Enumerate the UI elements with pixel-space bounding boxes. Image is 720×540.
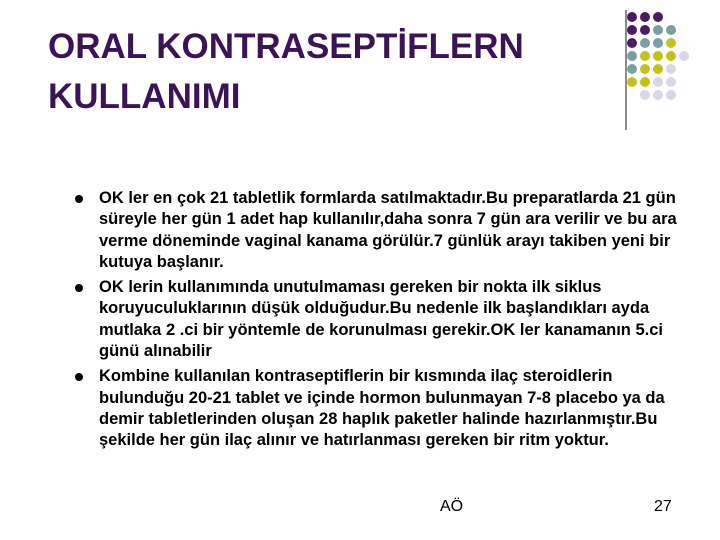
bullet-item xyxy=(74,188,684,273)
decorative-dot xyxy=(653,12,663,22)
bullet-text: Kombine kullanılan kontraseptiflerin bir kısmında ilaç steroidlerin bulunduğu 20-21 tablet ve içinde hormon bulunmayan 7-8 placebo ya da demir tabletlerinden oluşan 28 haplık paketler halinde hazırlanmıştır.Bu şekilde her gün ilaç alınır ve hatırlanması gereken bir ritm yoktur. xyxy=(99,367,665,450)
bullet-text: OK lerin kullanımında unutulmaması gereken bir nokta ilk siklus koruyuculuklarının düşük olduğudur.Bu nedenle ilk başlandıkları ayda mutlaka 2 .ci bir yöntemle de korunulması gerekir.OK ler kanamanın 5.ci günü alınabilir xyxy=(99,278,663,361)
bullet-item xyxy=(74,277,684,362)
decorative-dot xyxy=(627,51,637,61)
decorative-dot xyxy=(640,90,650,100)
bullet-dot-icon xyxy=(75,373,83,381)
decorative-dot xyxy=(627,77,637,87)
decorative-dot xyxy=(653,90,663,100)
decorative-dot xyxy=(666,77,676,87)
decorative-dot xyxy=(666,38,676,48)
footer-author: AÖ xyxy=(440,498,464,515)
bullet-item xyxy=(74,366,684,451)
decorative-dot xyxy=(653,64,663,74)
decorative-divider-line xyxy=(625,10,627,130)
bullet-dot-icon xyxy=(75,284,83,292)
decorative-dot xyxy=(640,38,650,48)
slide-title: ORAL KONTRASEPTİFLERN KULLANIMI xyxy=(48,27,524,116)
decorative-dot xyxy=(627,38,637,48)
bullet-dot-icon xyxy=(75,195,83,203)
decorative-dot-grid xyxy=(0,0,720,140)
decorative-dot xyxy=(679,51,689,61)
decorative-dot xyxy=(627,25,637,35)
decorative-dot xyxy=(666,25,676,35)
decorative-dot xyxy=(666,51,676,61)
decorative-dot xyxy=(627,12,637,22)
decorative-dot xyxy=(640,25,650,35)
page-number: 27 xyxy=(654,498,672,515)
decorative-dot xyxy=(653,77,663,87)
bullet-text: OK ler en çok 21 tabletlik formlarda satılmaktadır.Bu preparatlarda 21 gün süreyle her gün 1 adet hap kullanılır,daha sonra 7 gün ara verilir ve bu ara verme döneminde vaginal kanama görülür.7 günlük arayı takiben yeni bir kutuya başlanır. xyxy=(99,189,677,271)
bullet-list xyxy=(74,188,684,456)
decorative-dot xyxy=(666,90,676,100)
decorative-dot xyxy=(640,51,650,61)
decorative-dot xyxy=(627,64,637,74)
decorative-dot xyxy=(653,38,663,48)
decorative-dot xyxy=(640,64,650,74)
decorative-dot xyxy=(653,25,663,35)
decorative-dot xyxy=(666,64,676,74)
decorative-dot xyxy=(640,77,650,87)
decorative-dot xyxy=(640,12,650,22)
decorative-dot xyxy=(653,51,663,61)
